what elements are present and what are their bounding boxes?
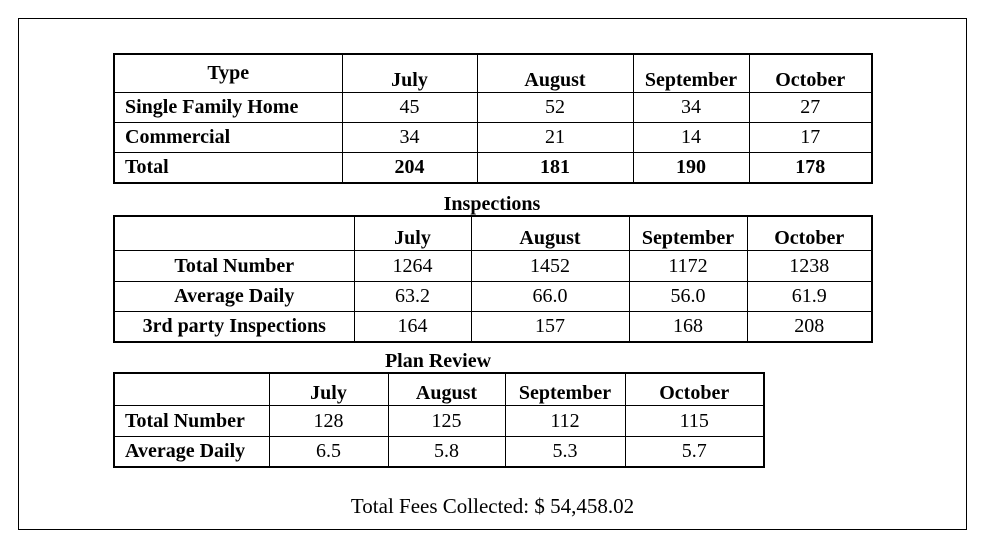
permits-header-month: September — [633, 54, 749, 92]
table-cell: 6.5 — [269, 436, 388, 467]
permits-header-month: August — [477, 54, 633, 92]
inspections-header-month: September — [629, 216, 747, 250]
inspections-table — [113, 215, 873, 343]
inspections-header-month: August — [471, 216, 629, 250]
table-cell: 1264 — [354, 250, 471, 281]
table-cell: 34 — [342, 122, 477, 152]
table-cell: 45 — [342, 92, 477, 122]
table-cell: 115 — [625, 405, 764, 436]
plan-review-table — [113, 372, 765, 468]
permits-header-type: Type — [114, 54, 342, 92]
permits-header-month: October — [749, 54, 872, 92]
table-cell: 168 — [629, 311, 747, 342]
permits-header-row — [114, 54, 872, 92]
inspections-title: Inspections — [443, 193, 541, 215]
table-cell: 5.3 — [505, 436, 625, 467]
empty-cell — [114, 373, 269, 405]
table-cell: 190 — [633, 152, 749, 183]
table-cell: 66.0 — [471, 281, 629, 311]
inspections-header-month: July — [354, 216, 471, 250]
table-row — [114, 122, 872, 152]
plan-review-header-month: July — [269, 373, 388, 405]
table-row — [114, 311, 872, 342]
empty-cell — [114, 216, 354, 250]
table-row — [114, 250, 872, 281]
table-cell: 181 — [477, 152, 633, 183]
table-cell: 5.8 — [388, 436, 505, 467]
row-label: Average Daily — [114, 436, 269, 467]
row-label: Total Number — [114, 405, 269, 436]
row-label: Total — [114, 152, 342, 183]
table-cell: 27 — [749, 92, 872, 122]
table-cell: 17 — [749, 122, 872, 152]
table-cell: 178 — [749, 152, 872, 183]
table-cell: 164 — [354, 311, 471, 342]
table-row — [114, 436, 764, 467]
table-cell: 21 — [477, 122, 633, 152]
total-fees-text: Total Fees Collected: $ 54,458.02 — [350, 494, 635, 518]
table-row — [114, 281, 872, 311]
inspections-header-row — [114, 216, 872, 250]
table-cell: 1172 — [629, 250, 747, 281]
table-cell: 1452 — [471, 250, 629, 281]
row-label: Average Daily — [114, 281, 354, 311]
table-cell: 34 — [633, 92, 749, 122]
table-cell: 63.2 — [354, 281, 471, 311]
table-row — [114, 405, 764, 436]
table-cell: 208 — [747, 311, 872, 342]
table-cell: 52 — [477, 92, 633, 122]
table-row — [114, 152, 872, 183]
plan-review-header-month: September — [505, 373, 625, 405]
table-cell: 61.9 — [747, 281, 872, 311]
table-cell: 128 — [269, 405, 388, 436]
row-label: 3rd party Inspections — [114, 311, 354, 342]
table-cell: 5.7 — [625, 436, 764, 467]
table-cell: 1238 — [747, 250, 872, 281]
inspections-header-month: October — [747, 216, 872, 250]
table-cell: 112 — [505, 405, 625, 436]
plan-review-header-month: August — [388, 373, 505, 405]
row-label: Single Family Home — [114, 92, 342, 122]
table-cell: 56.0 — [629, 281, 747, 311]
plan-review-header-row — [114, 373, 764, 405]
plan-review-header-month: October — [625, 373, 764, 405]
table-row — [114, 92, 872, 122]
plan-review-title: Plan Review — [384, 350, 492, 372]
table-cell: 204 — [342, 152, 477, 183]
row-label: Commercial — [114, 122, 342, 152]
table-cell: 14 — [633, 122, 749, 152]
table-cell: 125 — [388, 405, 505, 436]
permits-header-month: July — [342, 54, 477, 92]
table-cell: 157 — [471, 311, 629, 342]
row-label: Total Number — [114, 250, 354, 281]
permits-table — [113, 53, 873, 184]
